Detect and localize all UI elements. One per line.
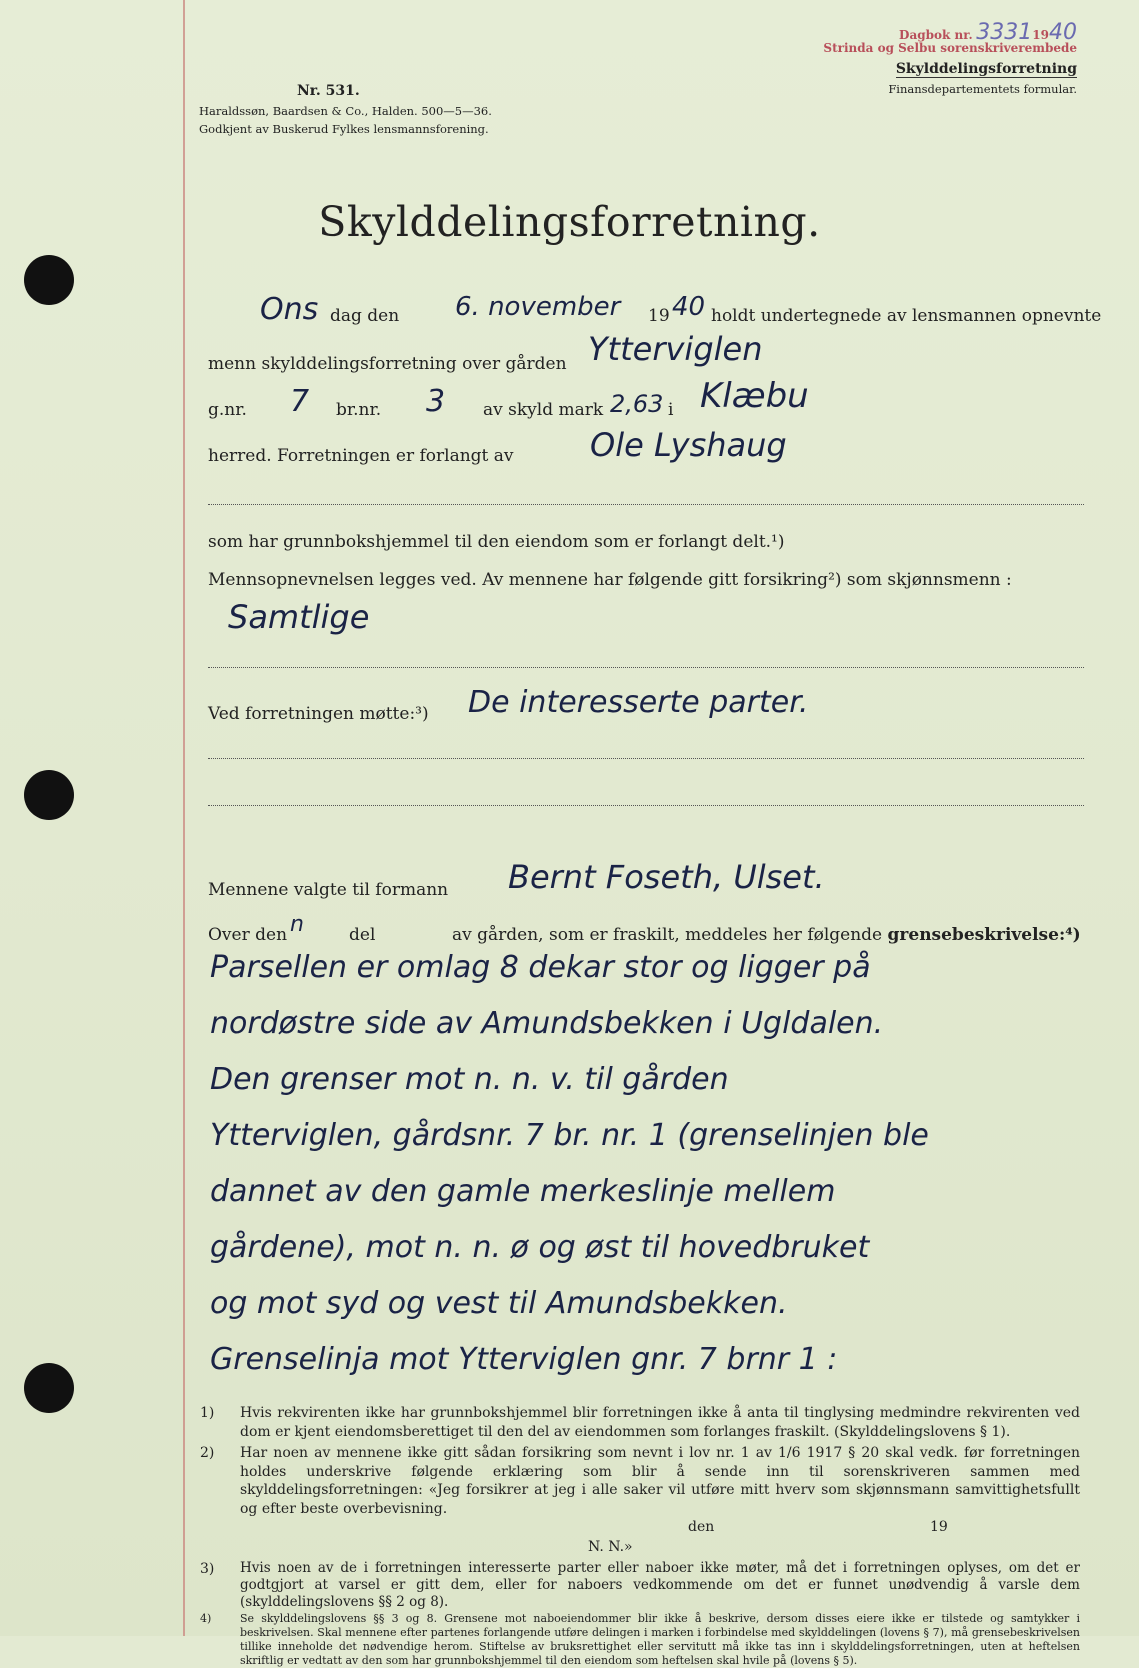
footnote <box>200 1612 1080 1667</box>
footnote <box>200 1560 1080 1611</box>
blank-line <box>208 758 1084 759</box>
stamp-number: 3331 <box>976 20 1033 45</box>
over-den-label: Over den <box>208 925 288 945</box>
grense-prefix: av gården, som er fraskilt, meddeles her følgende <box>452 925 883 945</box>
footnote-number: 2) <box>200 1445 215 1461</box>
footnote-signature-nn: N. N.» <box>588 1539 633 1555</box>
boundary-line: Grenselinja mot Ytterviglen gnr. 7 brnr 1 : <box>210 1342 838 1377</box>
menn-label: menn skylddelingsforretning over gården <box>208 354 567 374</box>
brnr-hand: 3 <box>426 384 446 419</box>
boundary-line: Parsellen er omlag 8 dekar stor og ligger på <box>210 950 871 985</box>
weekday-hand: Ons <box>260 292 319 327</box>
footnote-number: 3) <box>200 1561 215 1577</box>
date-hand: 6. november <box>455 292 621 322</box>
form-subtitle: Finansdepartementets formular. <box>888 82 1077 96</box>
hjemmel-line: som har grunnbokshjemmel til den eiendom som er forlangt delt.¹) <box>208 532 785 552</box>
grense-label <box>452 925 1081 945</box>
form-number: Nr. 531. <box>297 83 360 99</box>
farm-hand: Ytterviglen <box>588 330 763 368</box>
blank-line <box>208 667 1084 668</box>
header-right <box>823 20 1077 98</box>
boundary-line: gårdene), mot n. n. ø og øst til hovedbruket <box>210 1230 870 1265</box>
del-label: del <box>349 925 376 945</box>
boundary-line: Den grenser mot n. n. v. til gården <box>210 1062 729 1097</box>
stamp-year-hand: 40 <box>1049 20 1077 45</box>
over-den-hand: n <box>290 912 304 937</box>
forsikring-hand: Samtlige <box>228 598 370 636</box>
footnote-text: Har noen av mennene ikke gitt sådan forsikring som nevnt i lov nr. 1 av 1/6 1917 § 20 skal vedk. før forretningen holdes underskrive følgende erklæring som blir å sende inn til sorenskriveren sammen med skylddelingsforretningen: «Jeg forsikrer at jeg i alle saker vil utføre mitt hverv som skjønnsmann samvittighetsfullt og efter beste overbevisning. <box>240 1445 1080 1517</box>
skyld-label: av skyld mark <box>483 400 604 420</box>
stamp-court-line: Strinda og Selbu sorenskriverembede <box>823 41 1077 55</box>
blank-line <box>208 504 1084 505</box>
holdt-label: holdt undertegnede av lensmannen opnevnte <box>711 306 1102 326</box>
footnote-text: Hvis rekvirenten ikke har grunnbokshjemmel blir forretningen ikke å anta til tinglysing medmindre rekvirenten ved dom er kjent eiendomsberettiget til den del av eiendommen som forlanges fraskilt. (Skylddelingslovens § 1). <box>240 1405 1080 1440</box>
blank-line <box>208 805 1084 806</box>
footnote-year-label: 19 <box>930 1519 948 1535</box>
gnr-hand: 7 <box>290 384 310 419</box>
printer-line: Haraldssøn, Baardsen & Co., Halden. 500—5—36. <box>199 104 492 118</box>
footnote-text: Hvis noen av de i forretningen interesserte parter eller naboer ikke møter, må det i forretningen oplyses, om det er godtgjort at varsel er gitt dem, eller for naboers vedkommende om det er funnet unødvendig å varsle dem (skylddelingslovens §§ 2 og 8). <box>240 1560 1080 1610</box>
boundary-line: Ytterviglen, gårdsnr. 7 br. nr. 1 (grenselinjen ble <box>210 1118 929 1153</box>
document-title: Skylddelingsforretning. <box>318 198 821 246</box>
approval-line: Godkjent av Buskerud Fylkes lensmannsforening. <box>199 122 489 136</box>
year-print: 19 <box>648 306 670 326</box>
mote-hand: De interesserte parter. <box>468 685 809 720</box>
herred-hand: Klæbu <box>700 376 809 416</box>
grense-bold: grensebeskrivelse:⁴) <box>887 925 1081 945</box>
i-label: i <box>668 400 674 420</box>
form-title: Skylddelingsforretning <box>895 61 1077 77</box>
footnote-text: Se skylddelingslovens §§ 3 og 8. Grensene mot naboeiendommer blir ikke å beskrive, dersom disses eiere ikke er tilstede og samtykker i beskrivelsen. Skal mennene efter partenes forlangende utføre delingen i marken i forbindelse med skylddelingen (lovens § 7), må grensebeskrivelsen tillike inneholde det nødvendige herom. Stiftelse av bruksrettighet eller servitutt må ikke tas inn i skylddelingsforretningen, uten at heftelsen skriftlig er vedtatt av den som har grunnbokshjemmel til den eiendom som heftelsen skal hvile på (lovens § 5). <box>240 1612 1080 1667</box>
footnote-number: 4) <box>200 1612 212 1625</box>
boundary-line: nordøstre side av Amundsbekken i Ugldalen. <box>210 1006 884 1041</box>
skyld-hand: 2,63 <box>610 390 664 418</box>
footnote-den-label: den <box>688 1519 715 1535</box>
herred-label: herred. Forretningen er forlangt av <box>208 446 514 466</box>
formann-hand: Bernt Foseth, Ulset. <box>508 858 825 896</box>
stamp-label: Dagbok nr. <box>899 28 973 42</box>
header-left <box>199 82 492 138</box>
dag-den-label: dag den <box>330 306 400 326</box>
year-hand: 40 <box>672 292 706 322</box>
stamp-year-print: 19 <box>1032 28 1049 42</box>
footnote <box>200 1404 1080 1441</box>
mote-label: Ved forretningen møtte:³) <box>208 704 429 724</box>
boundary-line: dannet av den gamle merkeslinje mellem <box>210 1174 836 1209</box>
punch-hole <box>24 1363 74 1413</box>
brnr-label: br.nr. <box>336 400 382 420</box>
requester-hand: Ole Lyshaug <box>590 426 787 464</box>
punch-hole <box>24 770 74 820</box>
boundary-line: og mot syd og vest til Amundsbekken. <box>210 1286 788 1321</box>
footnote-number: 1) <box>200 1405 215 1421</box>
menn-opnevnelse-line: Mennsopnevnelsen legges ved. Av mennene har følgende gitt forsikring²) som skjønnsmenn : <box>208 570 1012 590</box>
formann-label: Mennene valgte til formann <box>208 880 449 900</box>
punch-hole <box>24 255 74 305</box>
gnr-label: g.nr. <box>208 400 247 420</box>
footnote <box>200 1444 1080 1518</box>
